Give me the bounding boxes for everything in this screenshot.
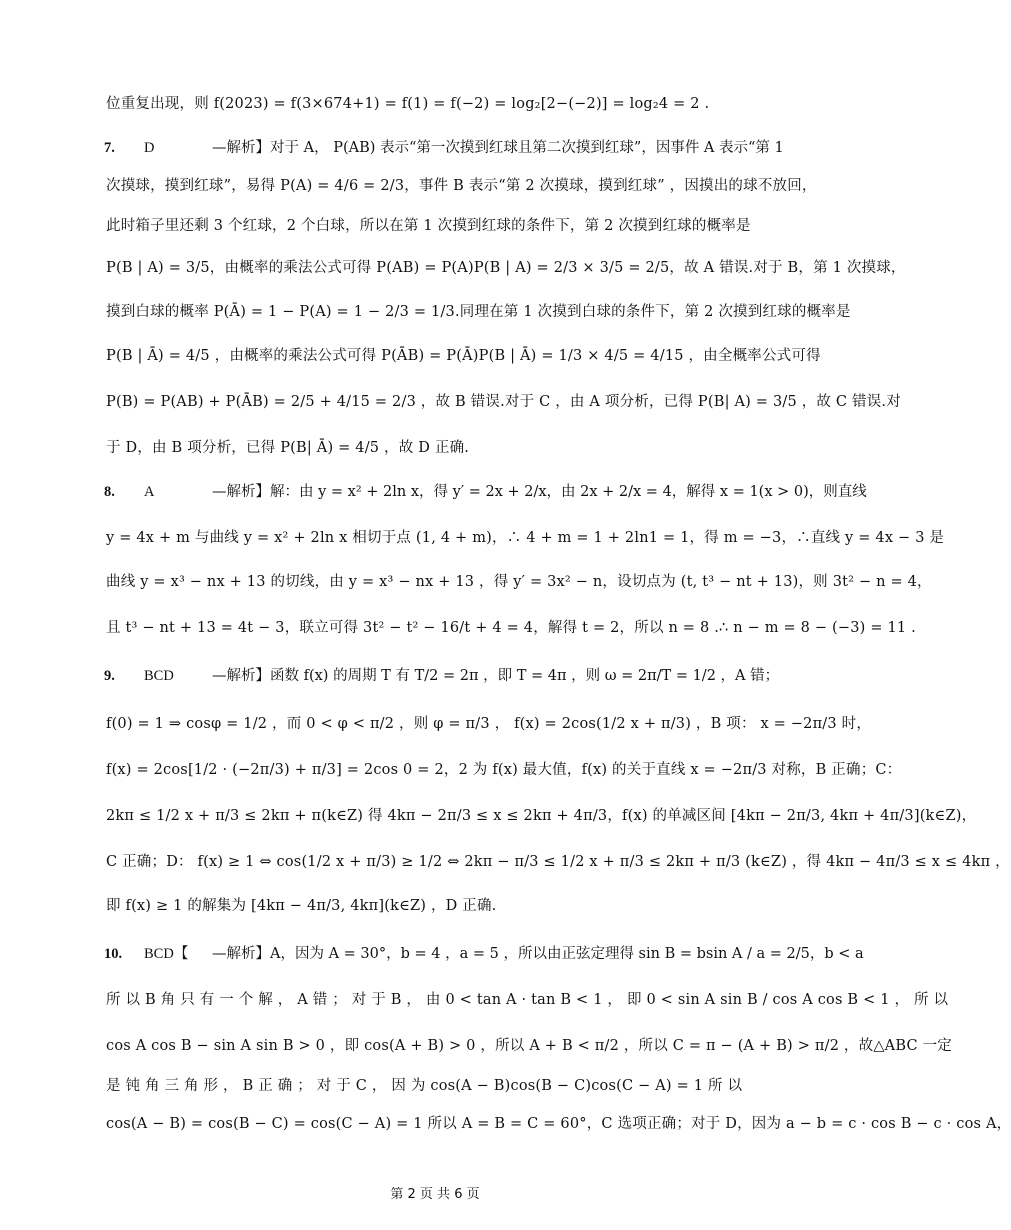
- question-number: 10.: [104, 946, 123, 962]
- solution-line: 是 钝 角 三 角 形 ， B 正 确 ； 对 于 C ， 因 为 cos(A − B)cos(B − C)cos(C − A) = 1 所 以: [106, 1078, 743, 1094]
- solution-line: 曲线 y = x³ − nx + 13 的切线，由 y = x³ − nx + 13 ，得 y′ = 3x² − n，设切点为 (t, t³ − nt + 13)，则 3t² − n = 4，: [106, 574, 932, 590]
- solution-line: f(0) = 1 ⇒ cosφ = 1/2 ，而 0 < φ < π/2 ，则 φ = π/3 ， f(x) = 2cos(1/2 x + π/3) ，B 项： x = −2π/3 时，: [106, 716, 872, 732]
- question-answer: A: [144, 484, 155, 500]
- solution-line: f(x) = 2cos[1/2 · (−2π/3) + π/3] = 2cos 0 = 2，2 为 f(x) 最大值，f(x) 的关于直线 x = −2π/3 对称，B 正确；C：: [106, 762, 902, 778]
- solution-line: —解析】解：由 y = x² + 2ln x，得 y′ = 2x + 2/x，由 2x + 2/x = 4，解得 x = 1(x > 0)，则直线: [212, 484, 867, 500]
- question-number: 9.: [104, 668, 115, 684]
- solution-line: 此时箱子里还剩 3 个红球，2 个白球，所以在第 1 次摸到红球的条件下，第 2 次摸到红球的概率是: [106, 218, 751, 234]
- solution-line: 次摸球，摸到红球”，易得 P(A) = 4/6 = 2/3，事件 B 表示“第 2 次摸球，摸到红球” ，因摸出的球不放回，: [106, 178, 817, 194]
- solution-line: y = 4x + m 与曲线 y = x² + 2ln x 相切于点 (1, 4 + m)，∴ 4 + m = 1 + 2ln1 = 1，得 m = −3，∴直线 y = 4x − 3 是: [106, 530, 945, 546]
- question-number: 8.: [104, 484, 115, 500]
- solution-line: P(B | Ā) = 4/5 ，由概率的乘法公式可得 P(ĀB) = P(Ā)P(B | Ā) = 1/3 × 4/5 = 4/15 ，由全概率公式可得: [106, 348, 821, 364]
- solution-line: 即 f(x) ≥ 1 的解集为 [4kπ − 4π/3, 4kπ](k∈Z) ，D 正确.: [106, 898, 497, 914]
- question-answer: D: [144, 140, 155, 156]
- solution-line: 于 D，由 B 项分析，已得 P(B| Ā) = 4/5 ，故 D 正确.: [106, 440, 470, 456]
- question-answer: BCD: [144, 668, 174, 684]
- solution-line: —解析】函数 f(x) 的周期 T 有 T/2 = 2π ，即 T = 4π ，则 ω = 2π/T = 1/2 ，A 错；: [212, 668, 780, 684]
- solution-line: 2kπ ≤ 1/2 x + π/3 ≤ 2kπ + π(k∈Z) 得 4kπ − 2π/3 ≤ x ≤ 2kπ + 4π/3，f(x) 的单减区间 [4kπ − 2π/3, 4kπ + 4π/3](k∈Z)，: [106, 808, 977, 824]
- question-number: 7.: [104, 140, 115, 156]
- intro-line: 位重复出现，则 f(2023) = f(3×674+1) = f(1) = f(−2) = log₂[2−(−2)] = log₂4 = 2 .: [106, 96, 710, 112]
- solution-line: —解析】对于 A， P(AB) 表示“第一次摸到红球且第二次摸到红球”，因事件 A 表示“第 1: [212, 140, 784, 156]
- solution-line: cos A cos B − sin A sin B > 0 ，即 cos(A + B) > 0 ，所以 A + B < π/2 ，所以 C = π − (A + B) > π/2 ，故△ABC 一定: [106, 1038, 952, 1054]
- solution-line: P(B) = P(AB) + P(ĀB) = 2/5 + 4/15 = 2/3 ，故 B 错误.对于 C ，由 A 项分析，已得 P(B| A) = 3/5 ，故 C 错误.对: [106, 394, 901, 410]
- solution-line: P(B | A) = 3/5，由概率的乘法公式可得 P(AB) = P(A)P(B | A) = 2/3 × 3/5 = 2/5，故 A 错误.对于 B，第 1 次摸球，: [106, 260, 906, 276]
- page-footer: 第 2 页 共 6 页: [390, 1187, 480, 1202]
- question-answer: BCD【: [144, 946, 189, 962]
- solution-line: cos(A − B) = cos(B − C) = cos(C − A) = 1 所以 A = B = C = 60°，C 选项正确；对于 D，因为 a − b = c · cos B − c · cos A，: [106, 1116, 1011, 1132]
- solution-line: 所 以 B 角 只 有 一 个 解 ， A 错 ； 对 于 B ， 由 0 < tan A · tan B < 1 ， 即 0 < sin A sin B / cos A cos B < 1 ， 所 以: [106, 992, 949, 1008]
- solution-line: —解析】A，因为 A = 30°，b = 4 ，a = 5 ，所以由正弦定理得 sin B = bsin A / a = 2/5，b < a: [212, 946, 864, 962]
- solution-line: C 正确；D： f(x) ≥ 1 ⇔ cos(1/2 x + π/3) ≥ 1/2 ⇔ 2kπ − π/3 ≤ 1/2 x + π/3 ≤ 2kπ + π/3 (k∈Z) ，得 4kπ − 4π/3 ≤ x ≤ 4kπ ，: [106, 854, 1010, 870]
- solution-line: 摸到白球的概率 P(Ā) = 1 − P(A) = 1 − 2/3 = 1/3.同理在第 1 次摸到白球的条件下，第 2 次摸到红球的概率是: [106, 304, 851, 320]
- solution-line: 且 t³ − nt + 13 = 4t − 3，联立可得 3t² − t² − 16/t + 4 = 4，解得 t = 2，所以 n = 8 .∴ n − m = 8 − (−3) = 11 .: [106, 620, 916, 636]
